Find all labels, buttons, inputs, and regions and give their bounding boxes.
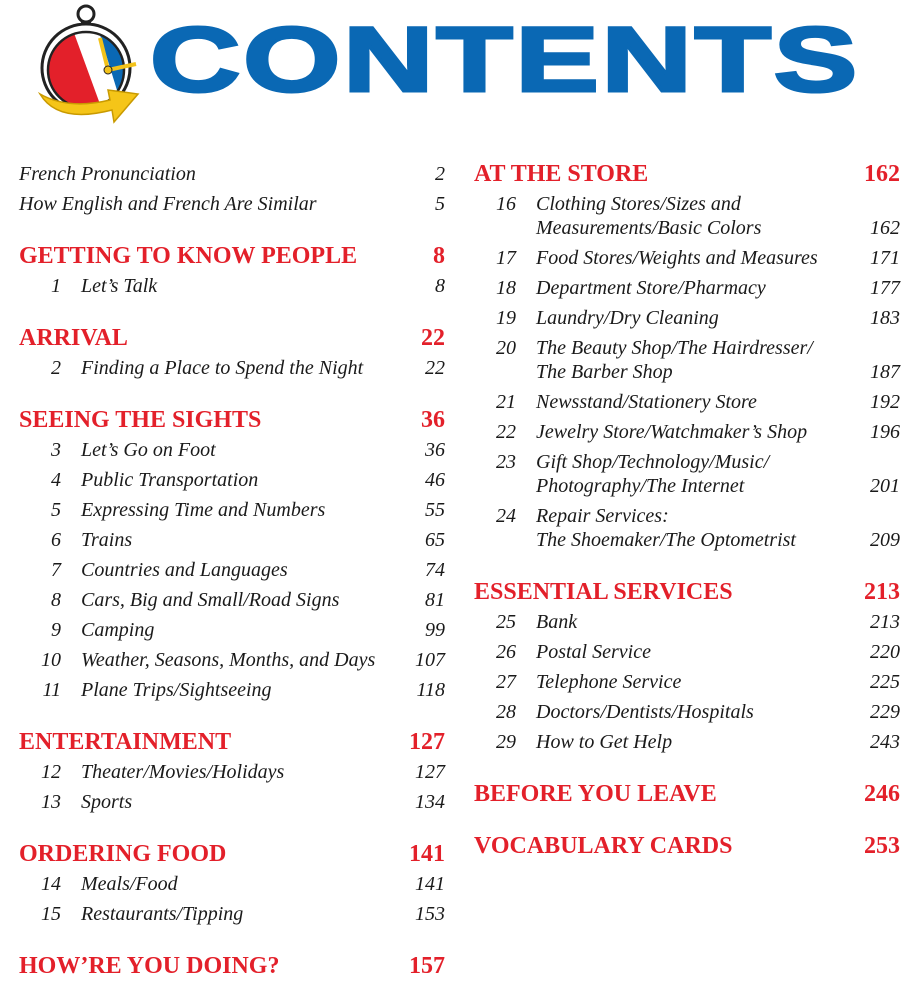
chapter-number: 17 [496,247,516,269]
chapter-page: 243 [870,731,900,753]
chapter-number: 13 [41,791,61,813]
toc-entry[interactable] [19,869,445,899]
chapter-number: 16 [496,193,516,215]
chapter-number: 24 [496,505,516,527]
section-heading[interactable] [19,727,445,757]
chapter-page: 8 [435,275,445,297]
section-heading[interactable] [474,577,900,607]
chapter-title: How English and French Are Similar [19,193,317,215]
section-title: SEEING THE SIGHTS [19,407,262,433]
toc-section [474,831,900,861]
section-heading[interactable] [19,323,445,353]
chapter-page: 187 [870,361,900,383]
chapter-page: 201 [870,475,900,497]
chapter-page: 183 [870,307,900,329]
section-heading[interactable] [19,405,445,435]
toc-entry[interactable] [474,189,900,243]
chapter-number: 19 [496,307,516,329]
chapter-title: Postal Service [536,641,651,663]
chapter-title: Weather, Seasons, Months, and Days [81,649,376,671]
section-title: BEFORE YOU LEAVE [474,781,717,807]
section-page: 36 [421,407,445,433]
chapter-title: Public Transportation [81,469,259,491]
section-heading[interactable] [19,241,445,271]
chapter-title: Doctors/Dentists/Hospitals [536,701,754,723]
chapter-page: 127 [415,761,445,783]
toc-entry[interactable] [474,417,900,447]
section-title: AT THE STORE [474,161,649,187]
chapter-number: 29 [496,731,516,753]
section-title: ORDERING FOOD [19,841,227,867]
section-title: HOW’RE YOU DOING? [19,953,280,979]
toc-entry[interactable] [19,271,445,301]
chapter-title: Let’s Go on Foot [81,439,216,461]
section-heading[interactable] [474,779,900,809]
chapter-page: 196 [870,421,900,443]
chapter-title: Laundry/Dry Cleaning [536,307,719,329]
chapter-number: 21 [496,391,516,413]
chapter-title: Expressing Time and Numbers [81,499,326,521]
chapter-number: 25 [496,611,516,633]
chapter-page: 2 [435,163,445,185]
chapter-title: Camping [81,619,155,641]
toc-entry[interactable] [474,637,900,667]
toc-entry[interactable] [19,435,445,465]
section-page: 157 [409,953,445,979]
chapter-title: Food Stores/Weights and Measures [536,247,818,269]
chapter-number: 28 [496,701,516,723]
section-page: 213 [864,579,900,605]
chapter-number: 14 [41,873,61,895]
chapter-title: Repair Services: The Shoemaker/The Optometrist [536,505,796,551]
toc-entry[interactable] [474,607,900,637]
toc-entry[interactable] [19,465,445,495]
toc-entry[interactable] [19,757,445,787]
section-heading[interactable] [474,159,900,189]
chapter-number: 18 [496,277,516,299]
section-page: 141 [409,841,445,867]
toc-entry[interactable] [19,525,445,555]
chapter-title: Sports [81,791,133,813]
toc-entry[interactable] [474,387,900,417]
chapter-title: Clothing Stores/Sizes and Measurements/Basic Colors [536,193,762,239]
toc-section [474,779,900,809]
chapter-number: 20 [496,337,516,359]
chapter-number: 1 [51,275,61,297]
chapter-page: 134 [415,791,445,813]
section-title: VOCABULARY CARDS [474,833,733,859]
chapter-title: Telephone Service [536,671,682,693]
chapter-page: 177 [870,277,900,299]
chapter-number: 9 [51,619,61,641]
chapter-title: Countries and Languages [81,559,288,581]
page-title: CONTENTS [150,9,860,111]
chapter-number: 22 [496,421,516,443]
toc-entry[interactable] [474,273,900,303]
chapter-number: 4 [51,469,61,491]
chapter-title: French Pronunciation [19,163,196,185]
section-page: 253 [864,833,900,859]
section-heading[interactable] [19,839,445,869]
toc-entry[interactable] [474,333,900,387]
chapter-page: 220 [870,641,900,663]
chapter-page: 81 [425,589,445,611]
chapter-number: 5 [51,499,61,521]
chapter-title: Jewelry Store/Watchmaker’s Shop [536,421,808,443]
section-page: 8 [433,243,445,269]
chapter-title: Department Store/Pharmacy [536,277,766,299]
chapter-number: 23 [496,451,516,473]
chapter-number: 6 [51,529,61,551]
chapter-title: Gift Shop/Technology/Music/ Photography/The Internet [536,451,770,497]
toc-section [474,159,900,555]
chapter-title: Plane Trips/Sightseeing [81,679,272,701]
chapter-number: 26 [496,641,516,663]
chapter-page: 225 [870,671,900,693]
chapter-page: 162 [870,217,900,239]
toc-entry[interactable] [19,159,445,189]
section-page: 22 [421,325,445,351]
chapter-number: 7 [51,559,61,581]
chapter-page: 36 [425,439,445,461]
chapter-title: Trains [81,529,133,551]
chapter-page: 46 [425,469,445,491]
toc-entry[interactable] [19,787,445,817]
chapter-number: 3 [51,439,61,461]
chapter-page: 141 [415,873,445,895]
toc-section [19,727,445,817]
section-heading[interactable] [19,951,445,981]
chapter-page: 107 [415,649,445,671]
toc-section [19,405,445,705]
chapter-title: Theater/Movies/Holidays [81,761,285,783]
chapter-number: 12 [41,761,61,783]
chapter-page: 209 [870,529,900,551]
chapter-page: 22 [425,357,445,379]
chapter-page: 65 [425,529,445,551]
toc-entry[interactable] [474,303,900,333]
toc-entry[interactable] [19,899,445,929]
section-title: GETTING TO KNOW PEOPLE [19,243,358,269]
chapter-title: How to Get Help [536,731,673,753]
toc-left-column [19,159,445,981]
toc-entry[interactable] [19,495,445,525]
toc-entry[interactable] [474,727,900,757]
toc-entry[interactable] [19,555,445,585]
section-page: 127 [409,729,445,755]
chapter-number: 2 [51,357,61,379]
toc-right-column [474,159,900,861]
chapter-number: 15 [41,903,61,925]
toc-entry[interactable] [474,667,900,697]
toc-entry[interactable] [19,585,445,615]
chapter-number: 8 [51,589,61,611]
chapter-number: 11 [42,679,61,701]
toc-entry[interactable] [474,447,900,501]
chapter-page: 99 [425,619,445,641]
chapter-title: Meals/Food [81,873,178,895]
toc-section [19,323,445,383]
section-page: 246 [864,781,900,807]
chapter-title: Restaurants/Tipping [81,903,244,925]
chapter-title: The Beauty Shop/The Hairdresser/ The Barber Shop [536,337,813,383]
stopwatch-logo-icon [28,2,140,126]
toc-entry[interactable] [474,243,900,273]
chapter-title: Finding a Place to Spend the Night [81,357,364,379]
toc-entry[interactable] [19,353,445,383]
chapter-page: 213 [870,611,900,633]
chapter-title: Cars, Big and Small/Road Signs [81,589,340,611]
toc-section [19,241,445,301]
chapter-title: Bank [536,611,578,633]
section-heading[interactable] [474,831,900,861]
chapter-page: 229 [870,701,900,723]
section-title: ESSENTIAL SERVICES [474,579,733,605]
chapter-page: 5 [435,193,445,215]
chapter-number: 27 [496,671,516,693]
toc-section [19,159,445,219]
toc-entry[interactable] [19,189,445,219]
toc-entry[interactable] [19,675,445,705]
chapter-page: 192 [870,391,900,413]
chapter-title: Let’s Talk [81,275,158,297]
toc-section [19,951,445,981]
toc-entry[interactable] [474,697,900,727]
toc-section [474,577,900,757]
toc-entry[interactable] [19,645,445,675]
chapter-title: Newsstand/Stationery Store [536,391,757,413]
chapter-page: 55 [425,499,445,521]
toc-section [19,839,445,929]
chapter-page: 153 [415,903,445,925]
chapter-page: 74 [425,559,445,581]
section-title: ARRIVAL [19,325,128,351]
section-title: ENTERTAINMENT [19,729,232,755]
chapter-number: 10 [41,649,61,671]
section-page: 162 [864,161,900,187]
chapter-page: 118 [416,679,445,701]
chapter-page: 171 [870,247,900,269]
toc-entry[interactable] [474,501,900,555]
toc-entry[interactable] [19,615,445,645]
